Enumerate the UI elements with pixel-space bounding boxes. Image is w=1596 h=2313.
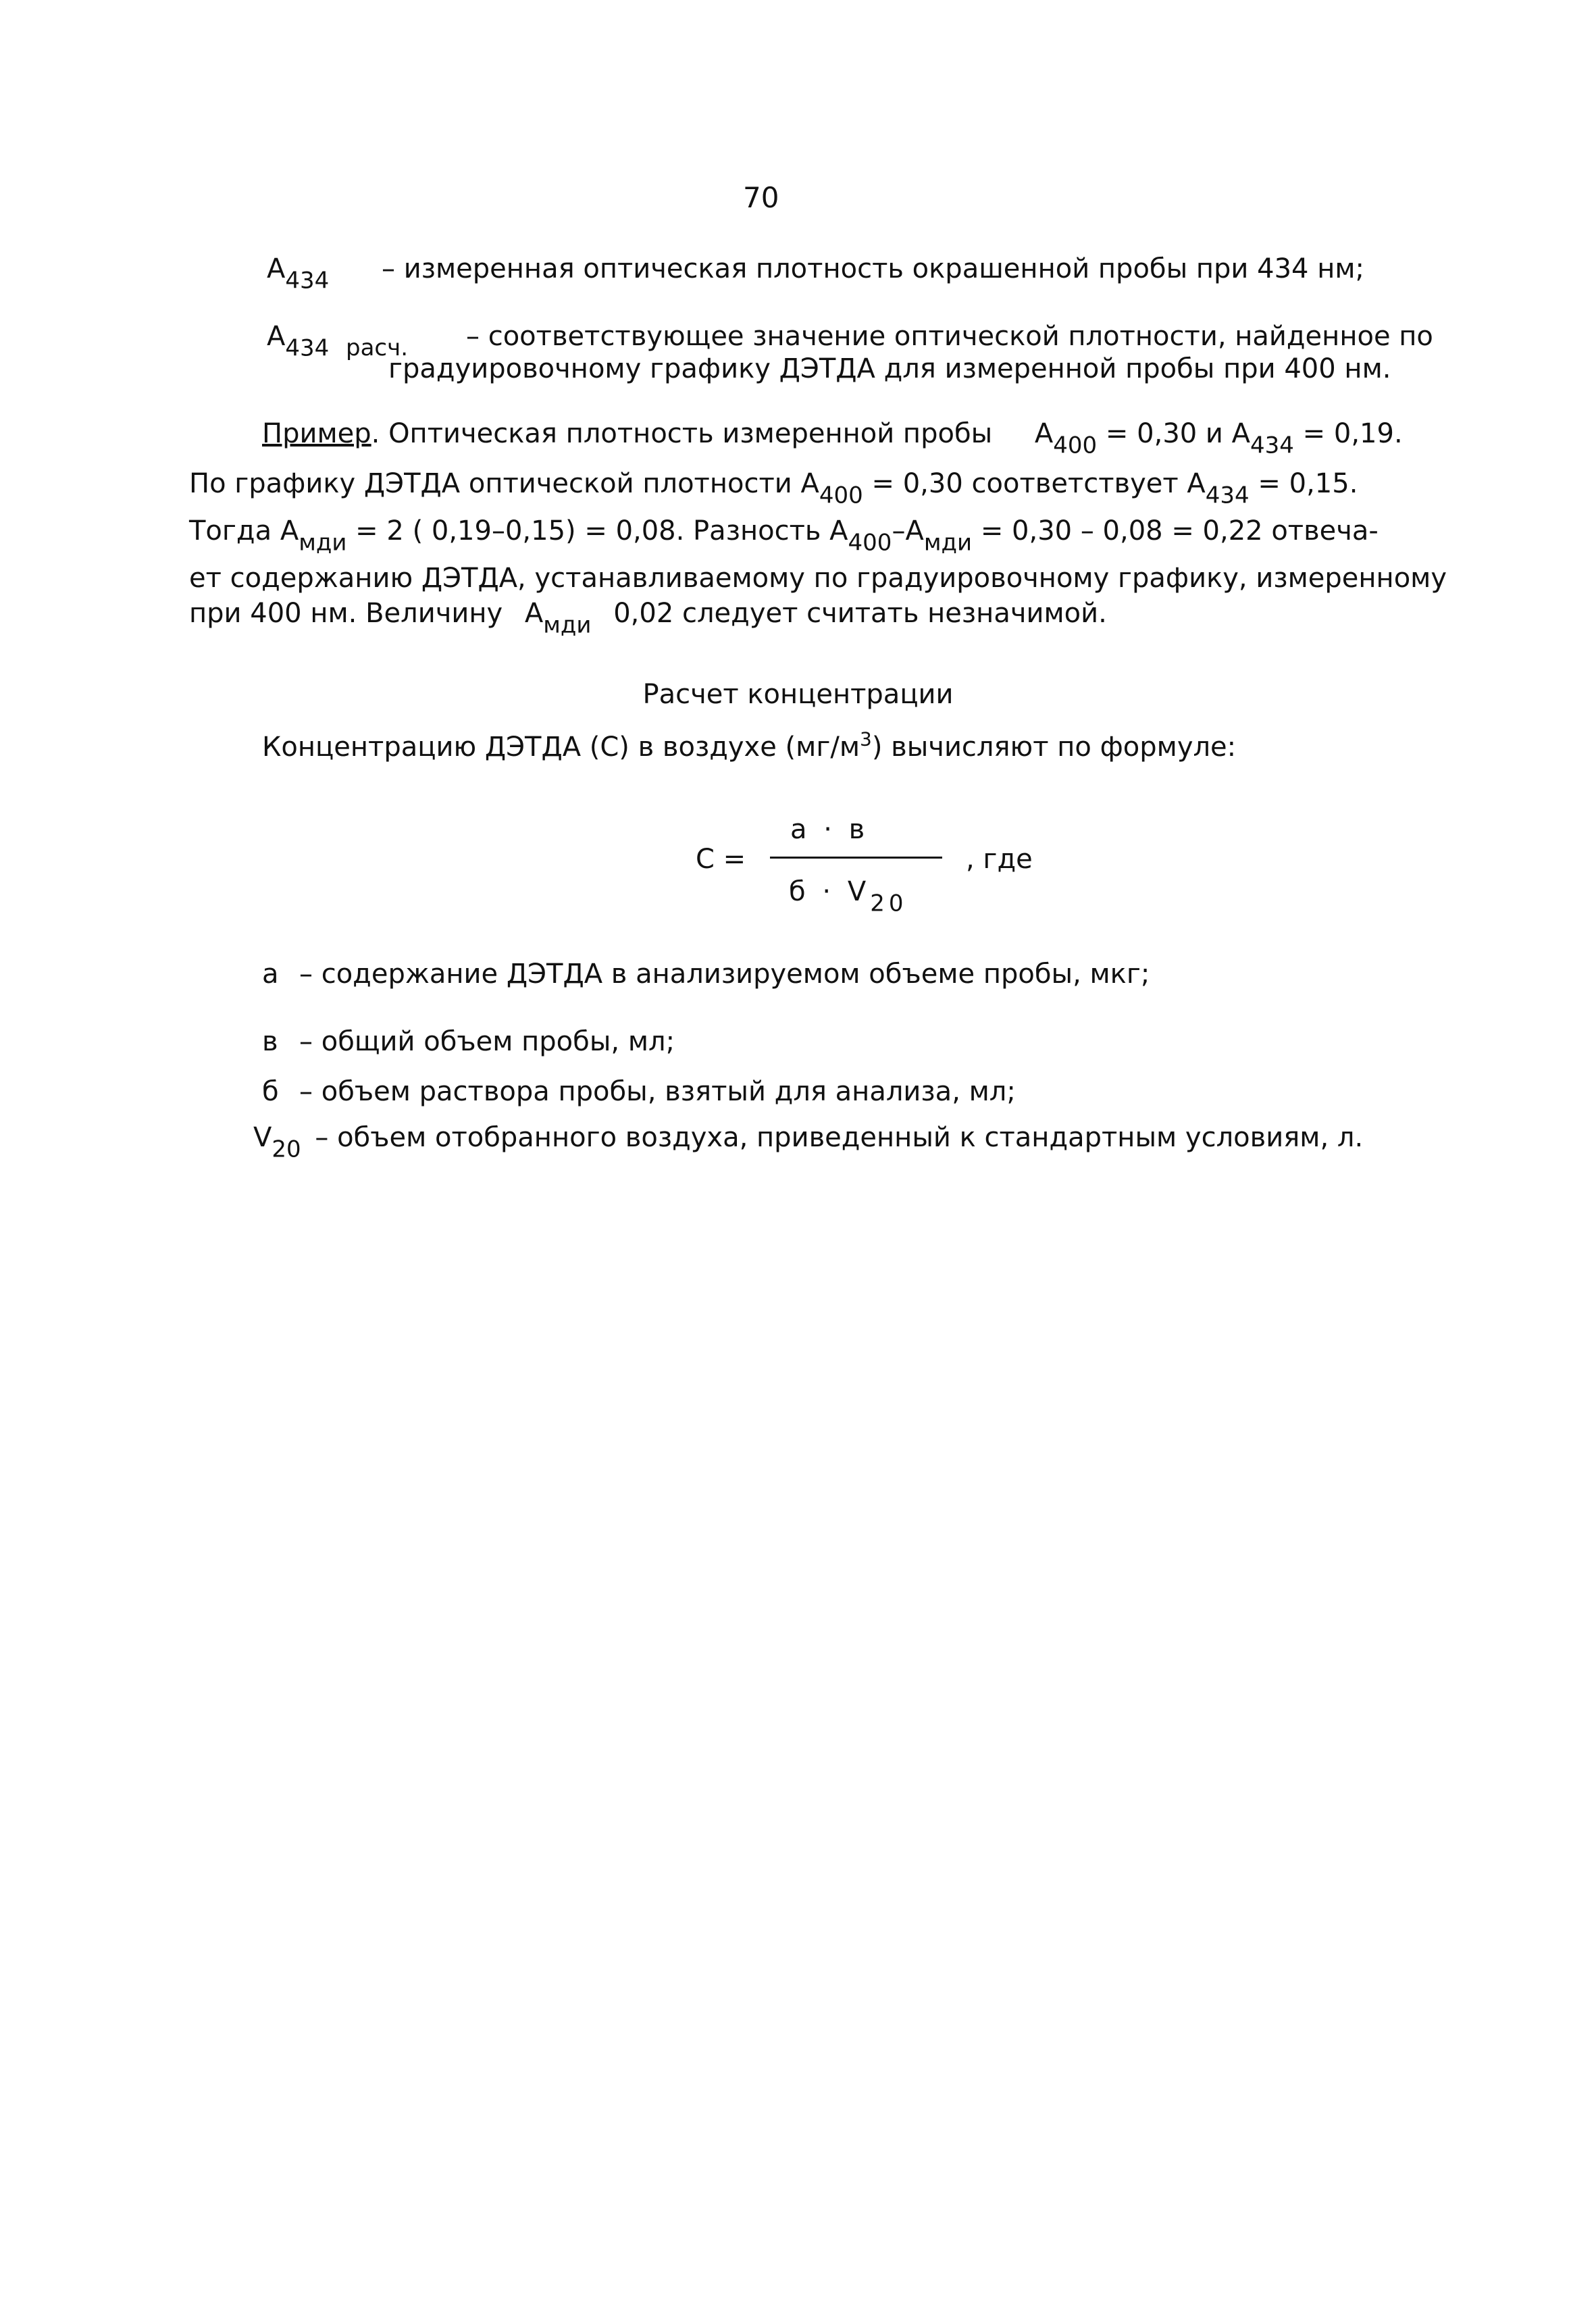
legend-v-text: – общий объем пробы, мл; <box>299 1026 675 1057</box>
def-a434-calc-suffix: расч. <box>346 334 409 362</box>
legend-v20-sym: V <box>253 1122 272 1153</box>
def-a434-calc-text1: – соответствующее значение оптической плотности, найденное по <box>466 321 1433 352</box>
example-line-4: ет содержанию ДЭТДА, устанавливаемому по градуировочному графику, измеренному <box>189 563 1447 594</box>
legend-item-a <box>262 959 1150 990</box>
legend-item-v20 <box>253 1122 1364 1163</box>
legend-a-sym: а <box>262 959 279 990</box>
legend-v20-sub: 20 <box>272 1136 301 1163</box>
example-line-1 <box>262 418 1403 459</box>
example-line-5 <box>189 598 1107 639</box>
formula-denominator-text: б · V <box>789 876 871 907</box>
def-a434-calc-symbol: A <box>267 321 286 352</box>
example-l5-a: при 400 нм. Величину <box>189 598 503 629</box>
legend-b-sym: б <box>262 1076 279 1107</box>
def-a434-text: – измеренная оптическая плотность окрашенной пробы при 434 нм; <box>382 253 1364 284</box>
def-a434-symbol: A <box>267 253 286 284</box>
example-l1-b: = 0,30 и <box>1105 418 1223 449</box>
legend-v20-text: – объем отобранного воздуха, приведенный к стандартным условиям, л. <box>315 1122 1364 1153</box>
example-l3-b: = 2 ( 0,19–0,15) = 0,08. Разность <box>355 515 821 547</box>
formula-denominator-sub: 20 <box>870 890 908 917</box>
example-l2-sub1: 400 <box>819 482 863 509</box>
example-l3-dash: –A <box>892 515 924 547</box>
section-title: Расчет концентрации <box>642 679 954 710</box>
def-a434-calc <box>267 321 1433 362</box>
example-l1-A: A <box>1034 418 1054 449</box>
formula-denominator <box>789 876 908 917</box>
legend-item-v <box>262 1026 675 1057</box>
formula-intro-a: Концентрацию ДЭТДА (С) в воздухе (мг/м <box>262 732 860 763</box>
formula-intro <box>262 728 1237 763</box>
example-l1-sub1: 400 <box>1053 432 1098 459</box>
example-l3-a: Тогда <box>189 515 272 547</box>
def-a434-sub: 434 <box>285 267 330 295</box>
formula-fraction-bar <box>770 857 942 859</box>
example-l2-a: По графику ДЭТДА оптической плотности <box>189 468 792 499</box>
formula-tail: , где <box>966 844 1033 875</box>
example-l3-A2: A <box>829 515 848 547</box>
example-l2-c: = 0,15. <box>1258 468 1358 499</box>
page-number: 70 <box>743 181 779 214</box>
example-l3-A: A <box>280 515 299 547</box>
def-a434-calc-text2: градуировочному графику ДЭТДА для измеренной пробы при 400 нм. <box>388 353 1391 384</box>
example-label: Пример <box>262 418 371 449</box>
formula-intro-sup: 3 <box>860 728 872 751</box>
example-l5-A: A <box>524 598 544 629</box>
example-line-3 <box>189 515 1379 557</box>
legend-item-b <box>262 1076 1016 1107</box>
example-l2-b: = 0,30 соответствует <box>871 468 1179 499</box>
example-l5-b: 0,02 следует считать незначимой. <box>613 598 1107 629</box>
legend-v-sym: в <box>262 1026 278 1057</box>
example-l1-c: = 0,19. <box>1302 418 1403 449</box>
example-l1-a: . Оптическая плотность измеренной пробы <box>371 418 993 449</box>
formula-numerator: а · в <box>790 814 869 845</box>
legend-b-text: – объем раствора пробы, взятый для анализа, мл; <box>299 1076 1016 1107</box>
example-line-2 <box>189 468 1358 509</box>
example-l2-A2: A <box>1187 468 1206 499</box>
def-a434 <box>267 253 1364 295</box>
example-l3-c: = 0,30 – 0,08 = 0,22 отвеча- <box>980 515 1379 547</box>
formula-lhs: С = <box>696 844 746 875</box>
example-l3-sub3: мди <box>923 529 973 557</box>
example-l1-A2: A <box>1231 418 1251 449</box>
example-l5-sub: мди <box>543 611 592 639</box>
legend-a-text: – содержание ДЭТДА в анализируемом объеме пробы, мкг; <box>299 959 1150 990</box>
example-l3-sub1: мди <box>299 529 347 557</box>
example-l2-sub2: 434 <box>1205 482 1250 509</box>
formula-intro-b: ) вычисляют по формуле: <box>871 732 1237 763</box>
example-l3-sub2: 400 <box>848 529 892 557</box>
example-l2-A: A <box>800 468 819 499</box>
example-l1-sub2: 434 <box>1250 432 1294 459</box>
def-a434-calc-sub: 434 <box>285 334 330 362</box>
